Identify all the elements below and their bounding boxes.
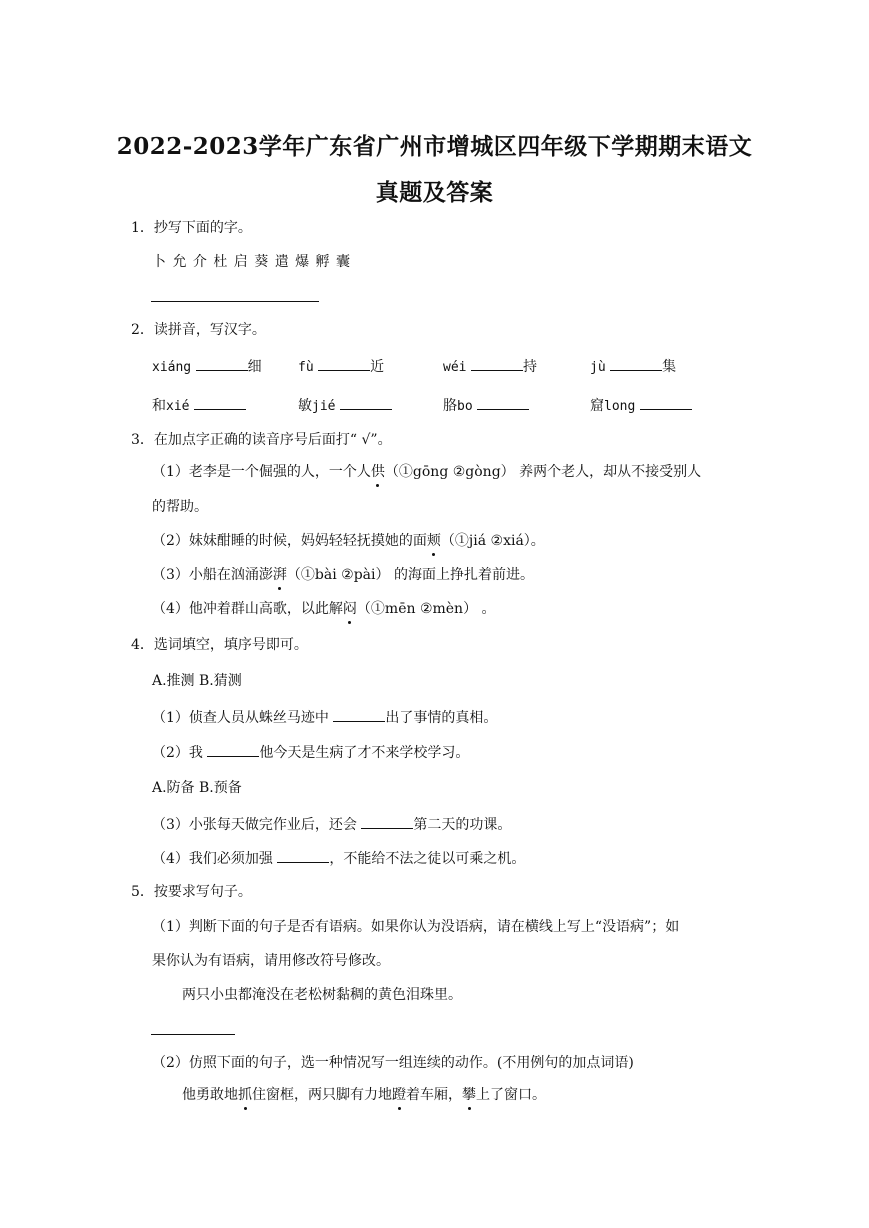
text: 第二天的功课。 (413, 817, 512, 833)
q5-part1-sentence: 两只小虫都淹没在老松树黏稠的黄色泪珠里。 (182, 987, 462, 1003)
q4-stem: 4．选词填空，填序号即可。 (131, 637, 308, 653)
q3-sub-2 (152, 531, 545, 551)
q2-item-8 (590, 395, 692, 417)
pinyin: jù (590, 360, 606, 375)
text: ，不能给不法之徒以可乘之机。 (329, 851, 526, 867)
answer-blank[interactable] (477, 395, 529, 410)
word-suffix: 持 (522, 359, 537, 375)
text: 着车厢， (406, 1087, 462, 1103)
text: （2）我 (152, 745, 208, 761)
pinyin: wéi (443, 360, 467, 375)
answer-blank[interactable] (610, 356, 662, 371)
text: （1）侦查人员从蛛丝马迹中 (152, 710, 334, 726)
pinyin: long (604, 399, 636, 414)
answer-blank[interactable] (340, 395, 392, 410)
word-suffix: 集 (662, 359, 677, 375)
dotted-char: 抓 (238, 1087, 252, 1103)
text: （4）他冲着群山高歌，以此解 (152, 601, 343, 617)
word-prefix: 胳 (443, 398, 457, 414)
page-title: 2022-2023学年广东省广州市增城区四年级下学期期末语文 (116, 133, 753, 160)
q2-stem: 2．读拼音，写汉字。 (131, 322, 266, 338)
text: 住窗框，两只脚有力地 (252, 1087, 392, 1103)
pinyin: bo (457, 399, 473, 414)
answer-blank[interactable] (207, 742, 259, 757)
text: （①gōng ②gòng） 养两个老人，却从不接受别人 (384, 464, 702, 480)
text: 出了事情的真相。 (385, 710, 498, 726)
text: 他勇敢地 (182, 1087, 238, 1103)
q4-sub-3 (152, 814, 511, 835)
dotted-char: 颊 (426, 533, 441, 549)
q4-options-2: A.防备 B.预备 (152, 780, 242, 796)
answer-blank[interactable] (333, 707, 385, 722)
q4-sub-1 (152, 707, 497, 728)
q2-item-5 (152, 395, 246, 417)
q4-sub-2 (152, 742, 469, 763)
q5-part1-instruction: （1）判断下面的句子是否有语病。如果你认为没语病，请在横线上写上“没语病”；如 (152, 919, 680, 935)
q2-item-3 (443, 356, 537, 378)
dotted-char: 攀 (462, 1087, 476, 1103)
word-suffix: 细 (247, 359, 262, 375)
answer-blank[interactable] (196, 356, 248, 371)
pinyin: xiáng (152, 360, 192, 375)
word-prefix: 窟 (590, 398, 604, 414)
pinyin: fù (298, 360, 314, 375)
q2-item-1 (152, 356, 262, 378)
text: （①bài ②pài） 的海面上挣扎着前进。 (286, 567, 534, 583)
text: （3）小船在汹涌澎 (152, 567, 273, 583)
text: （①mēn ②mèn） 。 (356, 601, 496, 617)
q2-item-7 (443, 395, 529, 417)
answer-blank[interactable] (318, 356, 370, 371)
q5-part2-example (182, 1085, 546, 1105)
q5-stem: 5．按要求写句子。 (131, 884, 252, 900)
answer-blank[interactable] (471, 356, 523, 371)
q5-part2-instruction: （2）仿照下面的句子，选一种情况写一组连续的动作。(不用例句的加点词语) (152, 1055, 634, 1071)
answer-blank[interactable] (640, 395, 692, 410)
q3-stem: 3．在加点字正确的读音序号后面打“ √”。 (131, 432, 392, 448)
word-prefix: 和 (152, 398, 166, 414)
q1-stem: 1．抄写下面的字。 (131, 220, 252, 236)
q1-characters: 卜 允 介 杜 启 葵 遣 爆 孵 囊 (152, 254, 352, 270)
word-suffix: 近 (370, 359, 385, 375)
q2-item-4 (590, 356, 676, 378)
q2-item-2 (298, 356, 384, 378)
q4-options-1: A.推测 B.猜测 (152, 673, 242, 689)
text: 他今天是生病了才不来学校学习。 (259, 745, 470, 761)
dotted-char: 闷 (342, 601, 357, 617)
q3-sub-1-cont: 的帮助。 (152, 499, 208, 515)
dotted-char: 湃 (272, 567, 287, 583)
q4-sub-4 (152, 848, 525, 869)
answer-blank[interactable] (277, 848, 329, 863)
q3-sub-3 (152, 565, 534, 585)
page-subtitle: 真题及答案 (375, 179, 494, 206)
text: （1）老李是一个倔强的人，一个人 (152, 464, 371, 480)
text: （3）小张每天做完作业后，还会 (152, 817, 362, 833)
q5-part1-instruction-cont: 果你认为有语病，请用修改符号修改。 (152, 953, 390, 969)
answer-blank[interactable] (194, 395, 246, 410)
q2-item-6 (298, 395, 392, 417)
dotted-char: 蹬 (392, 1087, 406, 1103)
q3-sub-1 (152, 462, 701, 482)
word-prefix: 敏 (298, 398, 312, 414)
dotted-char: 供 (370, 464, 385, 480)
text: （2）妹妹酣睡的时候，妈妈轻轻抚摸她的面 (152, 533, 427, 549)
text: 上了窗口。 (476, 1087, 546, 1103)
text: （4）我们必须加强 (152, 851, 278, 867)
pinyin: xié (166, 399, 190, 414)
pinyin: jié (312, 399, 336, 414)
q3-sub-4 (152, 599, 496, 619)
answer-blank[interactable] (361, 814, 413, 829)
text: （①jiá ②xiá）。 (440, 533, 545, 549)
q5-part1-answer-line (151, 1034, 235, 1035)
q1-answer-line (151, 301, 319, 302)
